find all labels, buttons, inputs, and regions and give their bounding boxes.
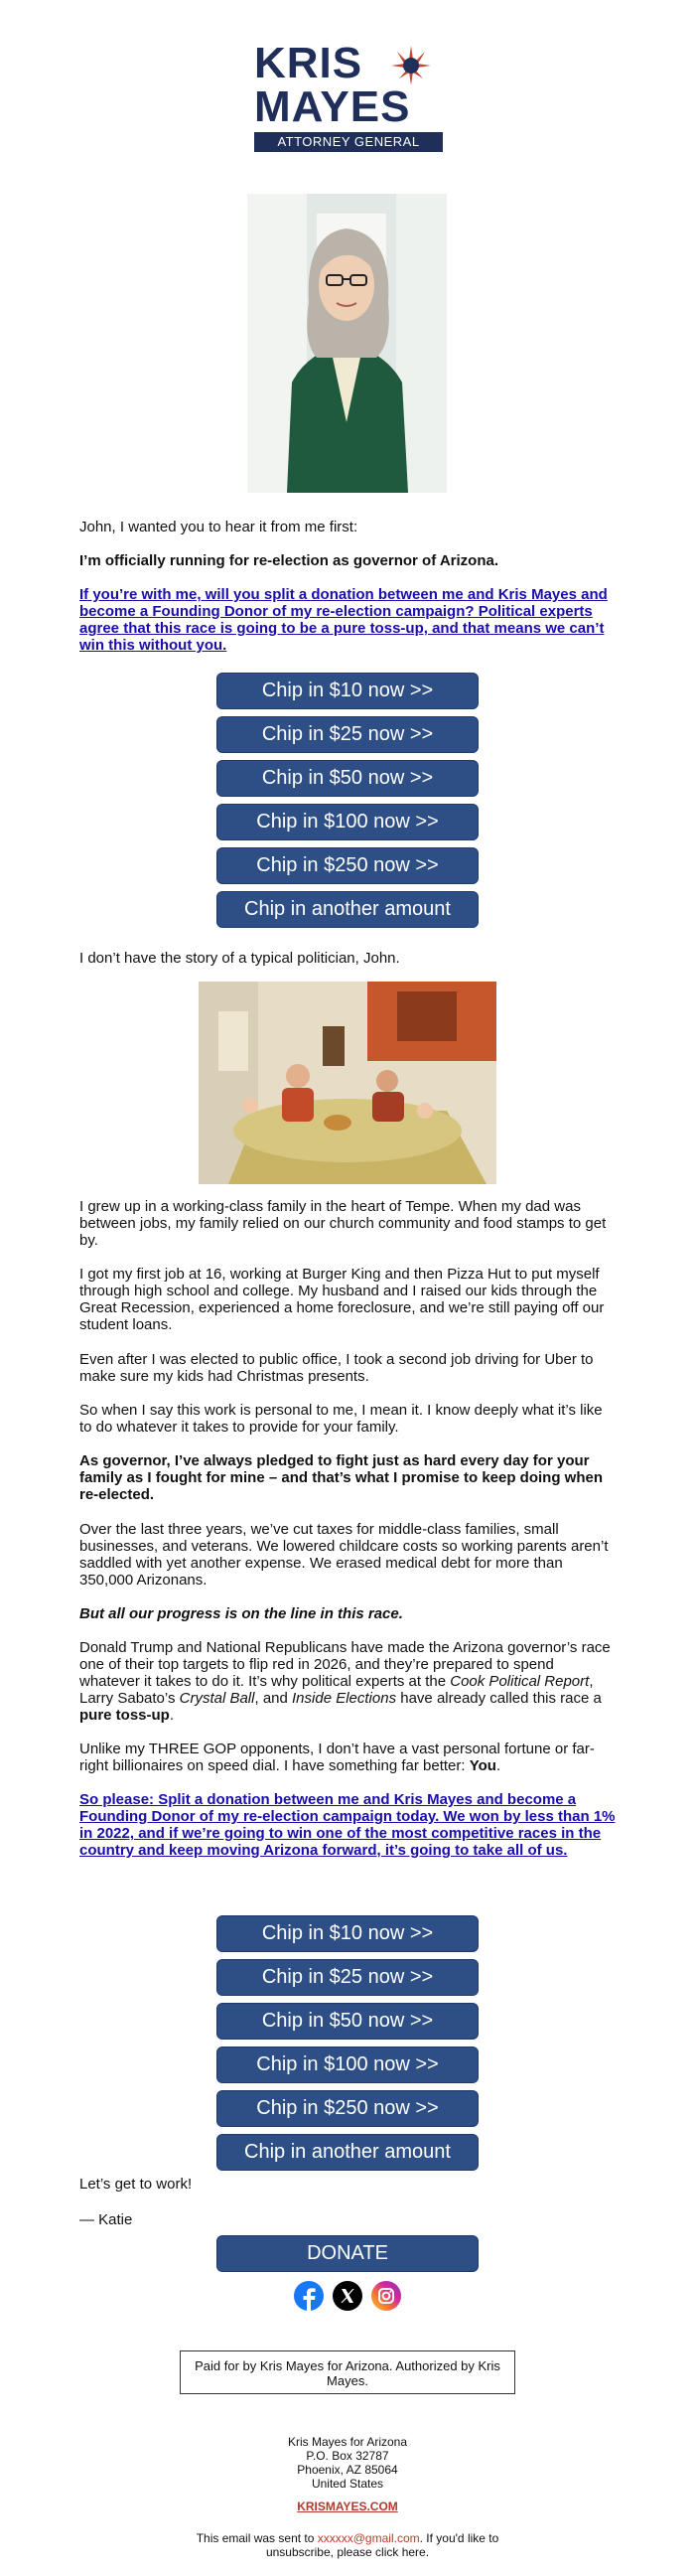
logo-subtitle: ATTORNEY GENERAL	[254, 132, 443, 152]
donate-ask-link-2[interactable]: So please: Split a donation between me and Kris Mayes and become a Founding Donor of my re-election campaign today. We won by less than 1% in 2022, and if we’re going to win one of the most competitive races in the country and keep moving Arizona forward, it’s going to take all of us.	[79, 1791, 616, 1859]
instagram-glyph	[371, 2281, 401, 2311]
chip-in-another-amount-button-2[interactable]: Chip in another amount	[216, 2134, 479, 2171]
unsubscribe-link[interactable]: . If you'd like to unsubscribe, please click here.	[265, 2531, 499, 2559]
closing-line: Let’s get to work!	[79, 2176, 193, 2193]
footer-country: United States	[311, 2477, 384, 2491]
chip-in-10-button[interactable]: Chip in $10 now >>	[216, 673, 479, 709]
donate-button[interactable]: DONATE	[216, 2235, 479, 2272]
story-paragraph-4: So when I say this work is personal to me, I mean it. I know deeply what it’s like to do whatever it takes to provide for your family.	[79, 1402, 603, 1436]
family-photo	[199, 982, 496, 1184]
p8-tossup: pure toss-up	[79, 1707, 170, 1724]
p9-part-b: .	[495, 1757, 501, 1774]
chip-in-10-button-2[interactable]: Chip in $10 now >>	[216, 1915, 479, 1952]
signoff: — Katie	[79, 2211, 133, 2228]
unsubscribe-note	[179, 2531, 516, 2559]
facebook-icon[interactable]	[294, 2281, 324, 2311]
footer-org: Kris Mayes for Arizona	[287, 2435, 408, 2449]
story-paragraph-3: Even after I was elected to public office, I took a second job driving for Uber to make sure my kids had Christmas presents.	[79, 1351, 594, 1385]
footer-po-box: P.O. Box 32787	[306, 2449, 389, 2463]
x-glyph	[333, 2281, 362, 2311]
story-intro-text: I don’t have the story of a typical politician, John.	[79, 950, 400, 967]
family-photo-illustration	[199, 982, 496, 1184]
p9-part-a: Unlike my THREE GOP opponents, I don’t have a vast personal fortune or far-right billionaires on speed dial. I have something far better:	[79, 1741, 595, 1774]
story-paragraph-1: I grew up in a working-class family in the heart of Tempe. When my dad was between jobs, my family relied on our church community and food stamps to get by.	[79, 1198, 607, 1249]
logo-line-2: MAYES	[254, 82, 411, 131]
p8-crystal: Crystal Ball	[179, 1690, 255, 1707]
story-paragraph-2: I got my first job at 16, working at Burger King and then Pizza Hut to put myself through high school and college. My husband and I raised our kids through the Great Recession, experienced a home foreclosure, and we’re still paying off our student loans.	[79, 1266, 605, 1333]
chip-in-250-button[interactable]: Chip in $250 now >>	[216, 847, 479, 884]
kris-mayes-logo	[254, 40, 443, 154]
p9-you: You	[469, 1757, 496, 1774]
paid-for-disclaimer: Paid for by Kris Mayes for Arizona. Authorized by Kris Mayes.	[180, 2350, 515, 2394]
p8-part-e: .	[169, 1707, 175, 1724]
p8-part-a: Donald Trump and National Republicans have made the Arizona governor’s race one of their top targets to flip red in 2026, and they’re prepared to spend whatever it takes to do it. It’s why political experts at the	[79, 1639, 611, 1690]
story-paragraph-7: But all our progress is on the line in this race.	[79, 1605, 403, 1622]
story-paragraph-5: As governor, I’ve always pledged to fight just as hard every day for your family as I fought for mine – and that’s what I promise to keep doing when re-elected.	[79, 1452, 604, 1503]
donate-ask-link[interactable]: If you’re with me, will you split a donation between me and Kris Mayes and become a Founding Donor of my re-election campaign? Political experts agree that this race is going to be a pure toss-up, and that means we can’t win this without you.	[79, 586, 608, 654]
chip-in-another-amount-button[interactable]: Chip in another amount	[216, 891, 479, 928]
chip-in-100-button-2[interactable]: Chip in $100 now >>	[216, 2046, 479, 2083]
chip-in-100-button[interactable]: Chip in $100 now >>	[216, 804, 479, 840]
story-paragraph-9	[79, 1741, 616, 1774]
chip-in-50-button-2[interactable]: Chip in $50 now >>	[216, 2003, 479, 2040]
portrait-illustration	[247, 194, 447, 493]
website-link[interactable]: KRISMAYES.COM	[297, 2500, 398, 2513]
recipient-email: xxxxxx@gmail.com	[317, 2531, 420, 2545]
greeting-text: John, I wanted you to hear it from me first:	[79, 519, 358, 535]
p8-part-b: , Larry Sabato’s	[79, 1673, 594, 1707]
chip-in-250-button-2[interactable]: Chip in $250 now >>	[216, 2090, 479, 2127]
p8-cook: Cook Political Report	[450, 1673, 590, 1690]
chip-in-50-button[interactable]: Chip in $50 now >>	[216, 760, 479, 797]
footer-note-a: This email was sent to	[196, 2531, 318, 2545]
sunburst-icon	[389, 44, 433, 87]
story-paragraph-6: Over the last three years, we’ve cut taxes for middle-class families, small businesses, and veterans. We lowered childcare costs so working parents aren’t saddled with yet another expense. We erased medical debt for more than 350,000 Arizonans.	[79, 1521, 609, 1589]
announcement-text: I’m officially running for re-election as governor of Arizona.	[79, 552, 498, 569]
chip-in-25-button-2[interactable]: Chip in $25 now >>	[216, 1959, 479, 1996]
p8-part-d: have already called this race a	[396, 1690, 602, 1707]
chip-in-25-button[interactable]: Chip in $25 now >>	[216, 716, 479, 753]
facebook-glyph	[294, 2281, 324, 2311]
candidate-portrait	[247, 194, 447, 493]
p8-inside: Inside Elections	[292, 1690, 397, 1707]
footer-city: Phoenix, AZ 85064	[297, 2463, 398, 2477]
instagram-icon[interactable]	[371, 2281, 401, 2311]
x-icon[interactable]	[333, 2281, 362, 2311]
p8-part-c: , and	[254, 1690, 293, 1707]
logo-line-1: KRIS	[254, 39, 363, 87]
story-paragraph-8	[79, 1639, 616, 1724]
